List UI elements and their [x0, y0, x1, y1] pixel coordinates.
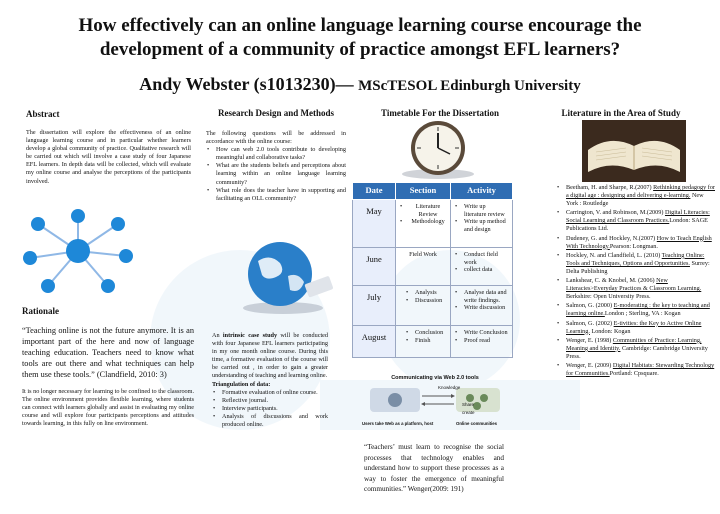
question-item: • What are the students beliefs and perceptions about learning within an online language learning community?	[206, 162, 346, 186]
section-item: • Methodology	[399, 218, 447, 226]
reference-item: • Hockley, N. and Clandfield, L. (2010) Teaching Online: Tools and Techniques, Options and Opportunities. Surrey: Delta Publishing	[556, 252, 716, 276]
timetable	[352, 182, 513, 358]
case-bold: intrinsic case study	[222, 332, 278, 339]
network-icon	[18, 206, 138, 296]
wenger-quote	[364, 442, 504, 495]
table-row	[353, 248, 513, 286]
table-row	[353, 286, 513, 326]
references-section	[556, 184, 716, 379]
methods-questions	[206, 146, 346, 203]
methods-intro: The following questions will be addressed in accordance with the online course:	[206, 130, 346, 146]
case-prefix: An	[212, 332, 220, 339]
case-study-text	[212, 332, 328, 381]
globe-icon	[228, 236, 338, 316]
activity-item: • Write Conclusion	[454, 329, 509, 337]
month-cell: August	[353, 326, 396, 358]
reference-item: • Salmon, G. (2002) E-tivities: the Key to Active Online Learning. London: Kogan	[556, 320, 716, 336]
table-row	[353, 200, 513, 248]
reference-item: • Carrington, V. and Robinson, M.(2009) Digital Literacies: Social Learning and Classroom Practices.London: SAGE Publications Ltd.	[556, 209, 716, 233]
references-list	[556, 184, 716, 378]
rationale-heading: Rationale	[22, 306, 59, 316]
diagram-label: Online communities	[456, 421, 498, 426]
diagram-graphic	[360, 384, 510, 424]
abstract-text: The dissertation will explore the effectiveness of an online language learning course and in particular whether learners develop a global community of practice. Qualitative research will be carried out which will involve a case study of four Japanese EFL learners. In depth data will be collected, which will evaluate my online course and analyse the perceptions of the participants involved.	[26, 129, 191, 185]
abstract-section	[26, 109, 191, 186]
question-item: • How can web 2.0 tools contribute to developing meaningful and collaborative tasks?	[206, 146, 346, 162]
activity-item: • collect data	[454, 266, 509, 274]
activity-item: • Write up method and design	[454, 218, 509, 233]
col-header: Section	[396, 183, 451, 200]
reference-item: • Beetham, H. and Sharpe, R.(2007) Rethinking pedagogy for a digital age : designing and delivering e-learning. New York : Routledge	[556, 184, 716, 208]
author-affiliation: MScTESOL Edinburgh University	[358, 78, 581, 94]
section-item: • Conclusion	[405, 329, 447, 337]
diagram-label: Share	[462, 402, 475, 407]
triangulation-list	[212, 389, 328, 429]
wenger-quote-text: “Teachers’ must learn to recognise the social processes that technology enables and understand how to support these processes as a way to foster the emergence of meaningful communities.” Wenger(2009: 191)	[364, 443, 504, 494]
poster-title: How effectively can an online language learning course encourage the development of a community of practice amongst EFL learners?	[78, 15, 642, 60]
clock-icon	[398, 118, 478, 180]
month-cell: June	[353, 248, 396, 286]
col-header: Date	[353, 183, 396, 200]
methods-section	[206, 108, 346, 203]
diagram-label: create	[462, 410, 475, 415]
table-row	[353, 326, 513, 358]
activity-item: • Write up literature review	[454, 203, 509, 218]
question-item: • What role does the teacher have in supporting and facilitating an OLL community?	[206, 187, 346, 203]
diagram-label: Users take Web as a platform, host	[362, 421, 434, 426]
author-line	[40, 74, 680, 95]
reference-item: • Salmon, G. (2000) E-moderating : the key to teaching and learning online.London ; Sterling, VA : Kogan	[556, 302, 716, 318]
activity-item: • Write discussion	[454, 304, 509, 312]
triangulation-item: • Interview participants.	[212, 405, 328, 413]
reference-item: • Dudeney, G. and Hockley, N.(2007) How to Teach English With Technology.Pearson: Longman.	[556, 235, 716, 251]
activity-item: • Proof read	[454, 337, 509, 345]
col-header: Activity	[451, 183, 513, 200]
month-cell: July	[353, 286, 396, 326]
literature-heading-wrap	[526, 108, 716, 118]
methods-heading: Research Design and Methods	[217, 108, 335, 118]
diagram-label: Knowledge	[438, 385, 461, 390]
web2-diagram-icon	[360, 375, 510, 437]
section-item: • Literature Review	[399, 203, 447, 218]
author-name: Andy Webster (s1013230)	[139, 74, 336, 94]
reference-item: • Wenger, E. (1998) Communities of Practice: Learning, Meaning and Identity. Cambridge: Cambridge University Press.	[556, 337, 716, 361]
case-study-section	[212, 332, 328, 429]
triangulation-item: • Reflective journal.	[212, 397, 328, 405]
rationale-quote: “Teaching online is not the future anymore. It is an important part of the here and now of language teaching education. Teachers need to know what tools are out there and what techniques can help them use these tools.” (Clandfield, 2010: 3)	[22, 326, 194, 379]
triangulation-item: • Formative evaluation of online course.	[212, 389, 328, 397]
triangulation-item: • Analysis of discussions and work produced online.	[212, 413, 328, 429]
literature-heading: Literature in the Area of Study	[561, 108, 681, 118]
reference-item: • Wenger, E. (2009) Digital Habitats: Stewarding Technology for Communities.Portland: Cpsquare.	[556, 362, 716, 378]
triangulation-heading: Triangulation of data:	[212, 380, 271, 388]
section-item: • Analysis	[405, 289, 447, 297]
timetable-heading: Timetable For the Dissertation	[381, 108, 499, 118]
abstract-heading: Abstract	[26, 109, 60, 119]
diagram-title: Communicating via Web 2.0 tools	[391, 375, 479, 381]
section-item: Field Work	[396, 248, 451, 286]
rationale-section	[22, 306, 194, 428]
timetable-table	[352, 182, 513, 358]
reference-item: • Lankshear, C. & Knobel, M. (2006) New Literacies>Everyday Practices & Classroom Learning. Berkshire: Open University Press.	[556, 277, 716, 301]
book-icon	[582, 120, 686, 182]
author-dash: —	[335, 74, 354, 94]
section-item: • Discussion	[405, 297, 447, 305]
section-item: • Finish	[405, 337, 447, 345]
month-cell: May	[353, 200, 396, 248]
rationale-text: It is no longer necessary for learning to be confined to the classroom. The online environment provides flexible learning, where students can connect with learners globally and assist in evaluating my online course and will explore four participants perceptions and attitudes towards learning, in this fully on line environment.	[22, 388, 194, 428]
activity-item: • Analyse data and write findings.	[454, 289, 509, 304]
timetable-heading-wrap	[360, 108, 520, 118]
activity-item: • Conduct field work	[454, 251, 509, 266]
case-text: will be conducted with four Japanese EFL learners participating in my one month online course. During this time, a formative evaluation of the course will be carried out , in order to gain a greater understanding of teaching and learning online.	[212, 332, 329, 380]
